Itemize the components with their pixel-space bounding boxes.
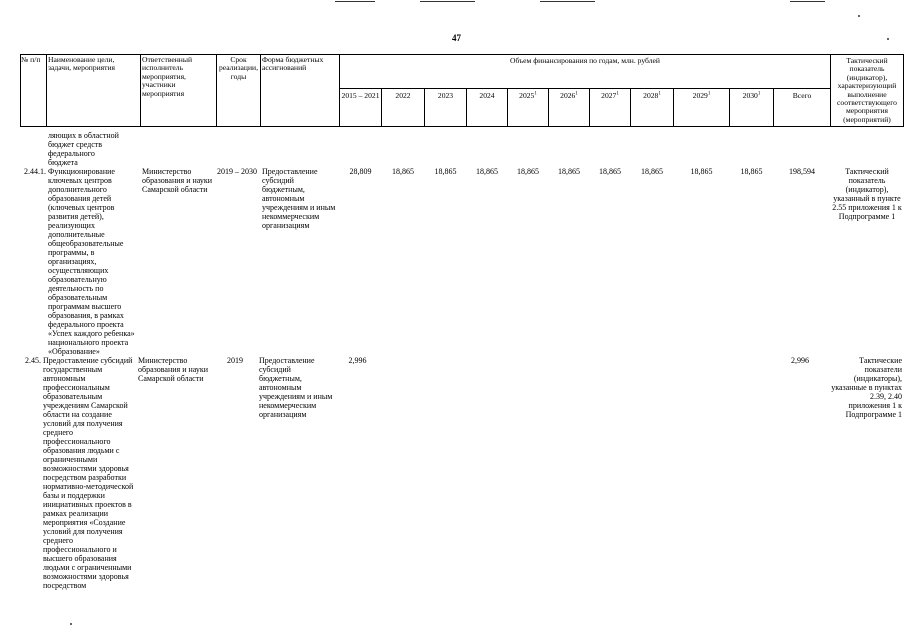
row-indicator: Тактический показатель (индикатор), указанный в пункте 2.55 приложения 1 к Подпрограмме 1 [832, 167, 902, 221]
year-header-2024 [467, 92, 507, 100]
row-form: Предоставление субсидий бюджетным, автономным учреждениям и иным некоммерческим организациям [262, 167, 336, 230]
col-border [20, 54, 21, 127]
year-header-2028 [631, 92, 673, 100]
year-header-2027 [590, 92, 630, 100]
table-header-bottom-border [20, 126, 904, 127]
row-name: Предоставление субсидий государственным автономным профессиональным образовательным учреждениям Самарской области на создание условий для получения среднего профессионального образования людьми с ограниченными возможностями здоровья посредством разработки нормативно-методической базы и поддержки инициативных проектов в рамках реализации мероприятия «Создание условий для получения среднего профессионального и высшего образования людьми с ограниченными возможностями здоровья посредством [43, 356, 134, 590]
year-label: 2027 [601, 91, 617, 100]
year-label: 2026 [560, 91, 576, 100]
scan-artifact [335, 1, 375, 2]
value-cell: 18,865 [740, 167, 763, 176]
year-header-2025 [508, 92, 548, 100]
value-cell: 18,865 [558, 167, 580, 176]
page-number: 47 [452, 33, 461, 43]
years-header-divider [339, 88, 830, 89]
year-label: 2024 [479, 91, 495, 100]
year-header-2030 [730, 92, 773, 100]
row-name: Функционирование ключевых центров дополнительного образования детей (ключевых центров развития детей), реализующих дополнительные общеобразовательные программы, в организациях, осуществляющих образовательную деятельность по образовательным программам высшего образования, в рамках федерального проекта «Успех каждого ребенка» национального проекта «Образование» [48, 167, 135, 356]
year-label: 2025 [519, 91, 535, 100]
header-num: № п/п [21, 55, 41, 64]
header-indicator: Тактический показатель (индикатор), характеризующий выполнение соответствующего мероприятия (мероприятий) [837, 56, 897, 124]
header-financing: Объем финансирования по годам, млн. рублей [510, 56, 660, 65]
total-cell: 2,996 [791, 356, 809, 365]
year-header-2015-2021 [340, 92, 381, 100]
year-header-2022 [382, 92, 424, 100]
col-border [46, 54, 47, 127]
year-label: 2030 [742, 91, 758, 100]
row-term: 2019 [227, 356, 243, 365]
scan-artifact [858, 15, 860, 17]
row-term: 2019 – 2030 [217, 167, 257, 176]
footnote-mark: 1 [575, 91, 578, 97]
col-border [140, 54, 141, 127]
row-executor: Министерство образования и науки Самарской области [138, 356, 209, 383]
year-header-2023 [425, 92, 466, 100]
value-cell: 18,865 [599, 167, 621, 176]
header-name: Наименование цели, задачи, мероприятия [48, 55, 116, 73]
year-header-2029 [674, 92, 729, 100]
scan-artifact [70, 623, 72, 625]
value-cell: 2,996 [348, 356, 367, 365]
value-cell: 18,865 [690, 167, 713, 176]
continuation-text: ляющих в областной бюджет средств федерального бюджета [48, 131, 119, 167]
footnote-mark: 1 [534, 91, 537, 97]
year-label: 2022 [395, 91, 411, 100]
header-executor: Ответственный исполнитель мероприятия, участники мероприятия [142, 55, 193, 98]
year-header-2026 [549, 92, 589, 100]
year-label: 2029 [692, 91, 708, 100]
value-cell: 18,865 [434, 167, 457, 176]
row-form: Предоставление субсидий бюджетным, автономным учреждениям и иным некоммерческим организациям [259, 356, 333, 419]
value-cell: 18,865 [641, 167, 663, 176]
year-label: 2028 [643, 91, 659, 100]
row-executor: Министерство образования и науки Самарской области [142, 167, 213, 194]
row-number: 2.45. [25, 356, 41, 365]
scan-artifact [887, 38, 889, 40]
row-indicator: Тактические показатели (индикаторы), указанные в пунктах 2.39, 2.40 приложения 1 к Подпрограмме 1 [831, 356, 902, 419]
col-border [830, 54, 831, 127]
scan-artifact [790, 1, 825, 2]
scan-artifact [540, 1, 595, 2]
value-cell: 28,809 [349, 167, 372, 176]
footnote-mark: 1 [707, 91, 711, 97]
header-term: Срок реализации, годы [218, 55, 258, 81]
value-cell: 18,865 [476, 167, 498, 176]
header-form: Форма бюджетных ассигнований [262, 55, 324, 73]
footnote-mark: 1 [658, 91, 661, 97]
col-border [260, 54, 261, 127]
year-label: 2023 [437, 91, 454, 100]
year-label: 2015 – 2021 [341, 91, 380, 100]
value-cell: 18,865 [392, 167, 414, 176]
footnote-mark: 1 [757, 91, 761, 97]
col-border [903, 54, 904, 127]
value-cell: 18,865 [517, 167, 539, 176]
row-number: 2.44.1. [24, 167, 46, 176]
footnote-mark: 1 [616, 91, 619, 97]
scan-artifact [420, 1, 475, 2]
total-cell: 198,594 [789, 167, 815, 176]
header-total: Всего [792, 91, 812, 100]
